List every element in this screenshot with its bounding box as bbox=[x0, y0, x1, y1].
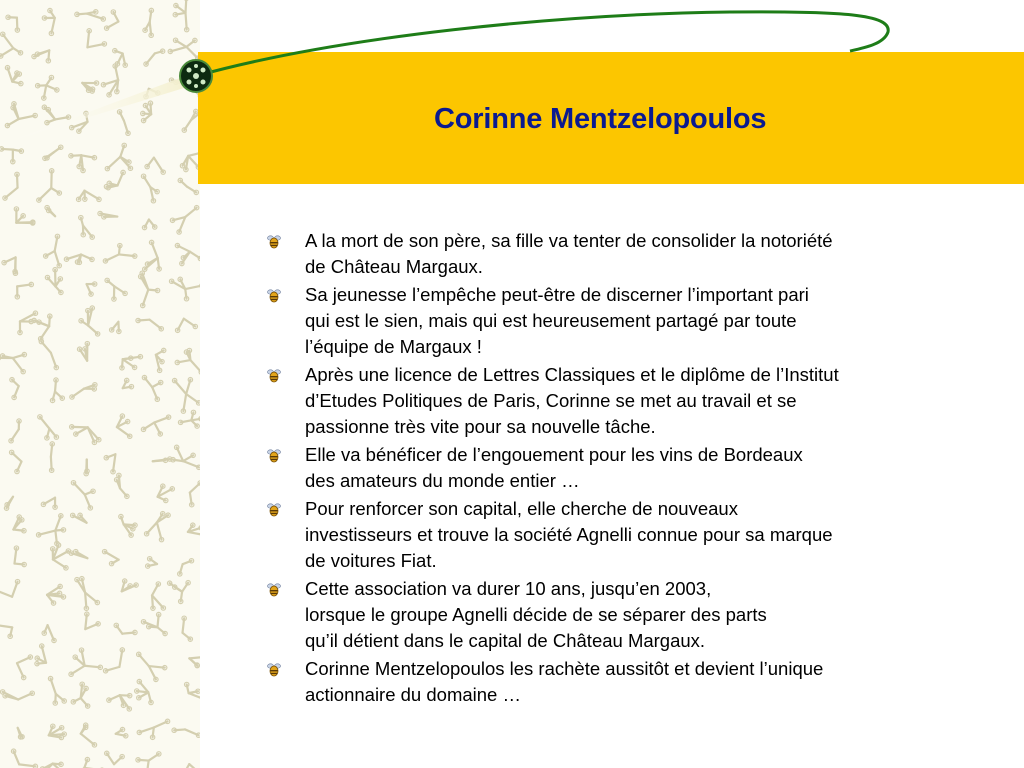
pattern-stroke bbox=[116, 625, 122, 633]
bullet-text: Pour renforcer son capital, elle cherche de nouveaux investisseurs et trouve la société Agnelli connue pour sa marque de voitures Fiat. bbox=[305, 498, 833, 571]
molecule-orb-icon bbox=[180, 60, 212, 92]
pattern-stroke bbox=[53, 764, 61, 765]
bullet-item bbox=[266, 228, 966, 280]
pattern-stroke bbox=[149, 220, 155, 227]
pattern-stroke bbox=[157, 627, 165, 633]
pattern-stroke bbox=[147, 761, 148, 768]
pattern-stroke bbox=[46, 251, 55, 256]
pattern-stroke bbox=[190, 360, 200, 372]
pattern-stroke bbox=[107, 280, 114, 286]
bee-icon bbox=[266, 233, 282, 249]
swoosh-tail bbox=[8, 78, 184, 142]
pattern-stroke bbox=[81, 698, 88, 706]
pattern-stroke bbox=[188, 532, 200, 535]
pattern-stroke bbox=[183, 633, 191, 639]
pattern-stroke bbox=[189, 657, 200, 658]
bullet-item bbox=[266, 656, 966, 708]
swoosh-line bbox=[196, 12, 888, 76]
bullet-text: Après une licence de Lettres Classiques et le diplôme de l’Institut d’Etudes Politiques de Paris, Corinne se met au travail et se passionne très vite pour sa nouvelle tâche. bbox=[305, 364, 839, 437]
pattern-stroke bbox=[191, 420, 197, 426]
bullet-text: Corinne Mentzelopoulos les rachète aussitôt et devient l’unique actionnaire du domaine … bbox=[305, 658, 824, 705]
pattern-stroke bbox=[148, 290, 157, 291]
bee-icon bbox=[266, 661, 282, 677]
bullet-item bbox=[266, 496, 966, 574]
bee-icon bbox=[266, 581, 282, 597]
bee-icon bbox=[266, 501, 282, 517]
bullet-text: A la mort de son père, sa fille va tenter de consolider la notoriété de Château Margaux. bbox=[305, 230, 833, 277]
pattern-stroke bbox=[37, 663, 46, 664]
bullet-item bbox=[266, 442, 966, 494]
bullet-item bbox=[266, 282, 966, 360]
pattern-stroke bbox=[55, 530, 63, 531]
pattern-stroke bbox=[0, 590, 12, 597]
pattern-stroke bbox=[185, 286, 200, 289]
bullet-text: Elle va bénéficer de l’engouement pour les vins de Bordeaux des amateurs du monde entier … bbox=[305, 444, 803, 491]
bee-icon bbox=[266, 367, 282, 383]
bullet-text: Cette association va durer 10 ans, jusqu’en 2003, lorsque le groupe Agnelli décide de se séparer des parts qu’il détient dans le capital de Château Margaux. bbox=[305, 578, 767, 651]
slide-title: Corinne Mentzelopoulos bbox=[434, 103, 767, 135]
pattern-stroke bbox=[119, 246, 120, 255]
bullet-text: Sa jeunesse l’empêche peut-être de discerner l’important pari qui est le sien, mais qui est heureusement partagé par toute l’équipe de Margaux ! bbox=[305, 284, 809, 357]
bullet-item bbox=[266, 362, 966, 440]
pattern-stroke bbox=[55, 286, 60, 292]
pattern-stroke bbox=[12, 380, 19, 386]
pattern-stroke bbox=[122, 359, 123, 368]
pattern-stroke bbox=[120, 488, 127, 496]
pattern-stroke bbox=[0, 625, 12, 628]
pattern-stroke bbox=[55, 392, 62, 399]
pattern-stroke bbox=[150, 559, 157, 564]
bee-icon bbox=[266, 447, 282, 463]
bullet-list bbox=[266, 228, 966, 710]
bee-icon bbox=[266, 287, 282, 303]
pattern-stroke bbox=[149, 627, 158, 628]
pattern-stroke bbox=[189, 764, 199, 768]
bullet-item bbox=[266, 576, 966, 654]
swoosh-decoration bbox=[0, 0, 1024, 200]
